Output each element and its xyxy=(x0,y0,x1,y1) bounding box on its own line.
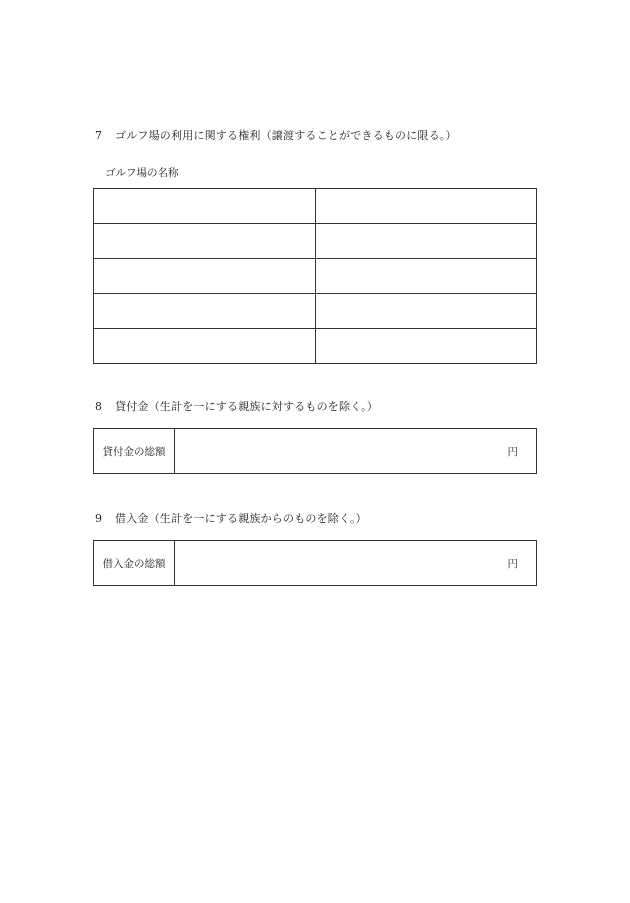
section-8-title: 貸付金（生計を一にする親族に対するものを除く。） xyxy=(115,400,379,413)
section-8-heading xyxy=(95,398,378,414)
yen-unit: 円 xyxy=(507,557,518,570)
borrowing-label: 借入金の総額 xyxy=(94,541,175,585)
section-9-heading xyxy=(95,510,367,526)
golf-course-name-label: ゴルフ場の名称 xyxy=(105,167,179,179)
table-row xyxy=(94,329,537,364)
loan-receivable-box xyxy=(93,428,537,474)
golf-course-cell-right[interactable] xyxy=(315,329,537,364)
section-9-number: 9 xyxy=(95,512,103,525)
borrowing-field[interactable] xyxy=(175,541,536,585)
table-row xyxy=(94,259,537,294)
golf-course-cell-left[interactable] xyxy=(94,294,316,329)
table-row xyxy=(94,189,537,224)
section-7-title: ゴルフ場の利用に関する権利（譲渡することができるものに限る。） xyxy=(115,129,457,142)
section-9-title: 借入金（生計を一にする親族からのものを除く。） xyxy=(115,512,367,525)
golf-course-cell-left[interactable] xyxy=(94,189,316,224)
golf-course-cell-left[interactable] xyxy=(94,224,316,259)
golf-course-cell-right[interactable] xyxy=(315,294,537,329)
golf-course-cell-left[interactable] xyxy=(94,259,316,294)
golf-course-cell-left[interactable] xyxy=(94,329,316,364)
section-7-heading xyxy=(95,127,457,143)
borrowing-box xyxy=(93,540,537,586)
golf-course-cell-right[interactable] xyxy=(315,189,537,224)
section-7-number: 7 xyxy=(95,129,103,142)
yen-unit: 円 xyxy=(507,445,518,458)
golf-course-cell-right[interactable] xyxy=(315,259,537,294)
table-row xyxy=(94,294,537,329)
loan-receivable-label: 貸付金の総額 xyxy=(94,429,175,473)
golf-course-table xyxy=(93,188,537,364)
table-row xyxy=(94,224,537,259)
loan-receivable-field[interactable] xyxy=(175,429,536,473)
section-8-number: 8 xyxy=(95,400,103,413)
golf-course-cell-right[interactable] xyxy=(315,224,537,259)
